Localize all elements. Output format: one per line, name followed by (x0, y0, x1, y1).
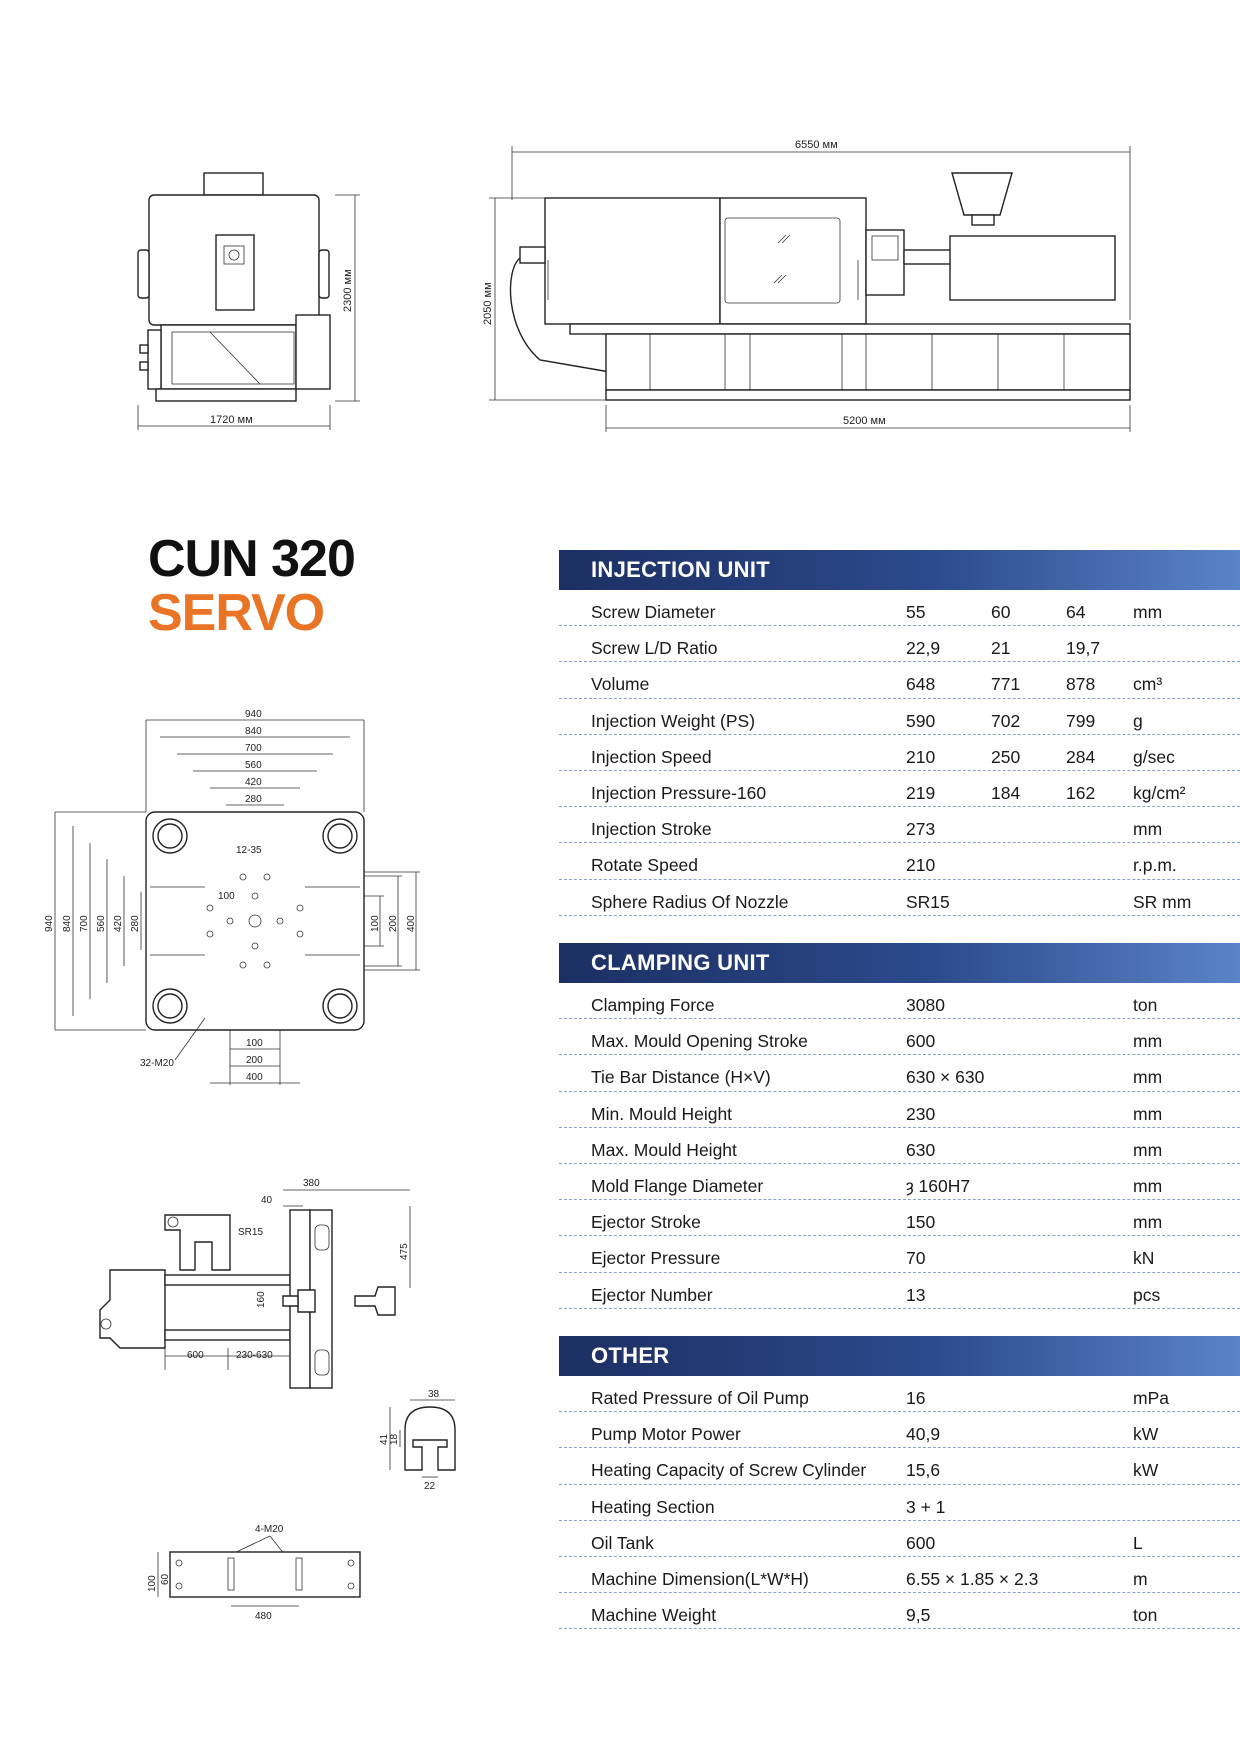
spec-name: Heating Capacity of Screw Cylinder (591, 1460, 867, 1481)
spec-value-2: 250 (991, 746, 1021, 767)
spec-row (559, 1055, 1240, 1091)
spec-name: Sphere Radius Of Nozzle (591, 891, 789, 912)
spec-row (559, 1128, 1240, 1164)
tslot-drawing (360, 1385, 560, 1535)
platen-hole-label-1: 12-35 (236, 845, 262, 856)
platen-top-dim-2: 840 (245, 726, 262, 737)
platen-right-dim-3: 400 (406, 915, 417, 932)
spec-value-1: 15,6 (906, 1460, 941, 1481)
spec-row (559, 1593, 1240, 1629)
platen-thread-label: 32-M20 (140, 1058, 174, 1069)
spec-value-1: 600 (906, 1031, 936, 1052)
spec-value-1: 210 (906, 746, 936, 767)
spec-row (559, 1376, 1240, 1412)
platen-top-dim-1: 940 (245, 709, 262, 720)
spec-value-2: 702 (991, 710, 1021, 731)
spec-row (559, 983, 1240, 1019)
spec-row (559, 1485, 1240, 1521)
spec-value-1: 70 (906, 1248, 926, 1269)
side-view-drawing (0, 0, 1240, 460)
spec-name: Max. Mould Opening Stroke (591, 1031, 808, 1052)
platen-hole-label-2: 100 (218, 891, 235, 902)
tslot-dim-22: 22 (424, 1481, 436, 1492)
spec-unit: cm³ (1133, 674, 1163, 695)
spec-value-2: 60 (991, 602, 1011, 622)
spec-name: Tie Bar Distance (H×V) (591, 1067, 771, 1088)
section-header: CLAMPING UNIT (559, 943, 1240, 983)
model-title (148, 532, 355, 640)
spec-row (559, 1164, 1240, 1200)
spec-name: Ejector Pressure (591, 1248, 721, 1269)
spec-row (559, 590, 1240, 626)
platen-left-dim-2: 840 (62, 915, 73, 932)
spec-unit: L (1133, 1532, 1143, 1553)
spec-unit: kN (1133, 1248, 1155, 1269)
platen-bottom-dim-2: 200 (246, 1055, 263, 1066)
spec-value-1: 22,9 (906, 638, 941, 659)
ejector-dim-4m20: 4-M20 (255, 1524, 284, 1535)
platen-bottom-dim-1: 100 (246, 1038, 263, 1049)
spec-unit: kg/cm² (1133, 782, 1186, 803)
spec-value-1: 219 (906, 782, 936, 803)
platen-left-dim-6: 280 (130, 915, 141, 932)
platen-bottom-dim-3: 400 (246, 1072, 263, 1083)
model-variant: SERVO (148, 584, 325, 642)
spec-unit: mm (1133, 1175, 1163, 1196)
spec-value-1: 630 × 630 (906, 1067, 985, 1088)
spec-name: Machine Dimension(L*W*H) (591, 1568, 809, 1589)
nozzle-dim-475: 475 (399, 1243, 410, 1260)
spec-row (559, 771, 1240, 807)
spec-value-1: 40,9 (906, 1424, 941, 1445)
spec-name: Machine Weight (591, 1605, 717, 1626)
spec-rows (559, 983, 1240, 1309)
spec-value-1: 9,5 (906, 1605, 931, 1626)
spec-value-1: 3 + 1 (906, 1496, 946, 1517)
spec-unit: kW (1133, 1460, 1159, 1481)
spec-unit: mm (1133, 1031, 1163, 1052)
spec-unit: pcs (1133, 1284, 1161, 1305)
spec-value-1: 210 (906, 855, 936, 876)
platen-left-dim-1: 940 (44, 915, 55, 932)
section-clamping-unit (559, 943, 1240, 1309)
spec-unit: r.p.m. (1133, 855, 1177, 876)
spec-unit: mPa (1133, 1388, 1169, 1408)
spec-unit: mm (1133, 819, 1163, 840)
spec-unit: mm (1133, 602, 1163, 622)
spec-value-3: 64 (1066, 602, 1086, 622)
spec-name: Rotate Speed (591, 855, 699, 876)
spec-name: Clamping Force (591, 995, 715, 1015)
platen-left-dim-4: 560 (96, 915, 107, 932)
section-header: INJECTION UNIT (559, 550, 1240, 590)
spec-rows (559, 1376, 1240, 1629)
spec-unit: g (1133, 710, 1143, 731)
spec-value-1: 13 (906, 1284, 926, 1305)
spec-value-1: 648 (906, 674, 936, 695)
spec-unit: mm (1133, 1139, 1163, 1160)
ejector-dim-480: 480 (255, 1611, 272, 1622)
spec-value-1: SR15 (906, 891, 950, 912)
spec-name: Injection Speed (591, 746, 712, 767)
spec-value-3: 162 (1066, 782, 1096, 803)
spec-unit: g/sec (1133, 746, 1175, 767)
nozzle-drawing (0, 1170, 460, 1410)
platen-top-dim-6: 280 (245, 794, 262, 805)
spec-name: Volume (591, 674, 650, 695)
ejector-dim-60: 60 (160, 1573, 171, 1585)
spec-value-1: 55 (906, 602, 926, 622)
nozzle-dim-40: 40 (261, 1195, 273, 1206)
spec-unit: mm (1133, 1103, 1163, 1124)
spec-unit: m (1133, 1568, 1148, 1589)
platen-drawing (0, 700, 460, 1160)
platen-left-dim-5: 420 (113, 915, 124, 932)
spec-name: Injection Pressure-160 (591, 782, 767, 803)
spec-value-1: 230 (906, 1103, 936, 1124)
spec-value-2: 21 (991, 638, 1011, 659)
spec-value-1: 16 (906, 1388, 926, 1408)
spec-name: Injection Weight (PS) (591, 710, 756, 731)
spec-unit: ton (1133, 995, 1158, 1015)
spec-name: Ejector Stroke (591, 1212, 701, 1233)
spec-value-3: 19,7 (1066, 638, 1101, 659)
spec-name: Max. Mould Height (591, 1139, 737, 1160)
spec-unit: ton (1133, 1605, 1158, 1626)
spec-value-2: 771 (991, 674, 1021, 695)
front-width-label: 1720 мм (210, 414, 253, 426)
spec-name: Heating Section (591, 1496, 715, 1517)
nozzle-dim-160: 160 (256, 1291, 267, 1308)
spec-name: Screw L/D Ratio (591, 638, 718, 659)
spec-row (559, 626, 1240, 662)
spec-row (559, 880, 1240, 916)
section-injection-unit (559, 550, 1240, 916)
spec-unit: SR mm (1133, 891, 1192, 912)
tslot-dim-38: 38 (428, 1389, 440, 1400)
spec-row (559, 699, 1240, 735)
spec-value-1: 3080 (906, 995, 945, 1015)
spec-row (559, 807, 1240, 843)
spec-unit: mm (1133, 1067, 1163, 1088)
spec-name: Rated Pressure of Oil Pump (591, 1388, 809, 1408)
nozzle-dim-230-630: 230-630 (236, 1350, 273, 1361)
model-name: CUN 320 (148, 530, 355, 588)
spec-value-1: 590 (906, 710, 936, 731)
spec-row (559, 1557, 1240, 1593)
platen-left-dim-3: 700 (79, 915, 90, 932)
spec-name: Mold Flange Diameter (591, 1175, 764, 1196)
ejector-dim-100: 100 (147, 1575, 158, 1592)
spec-row (559, 1019, 1240, 1055)
spec-row (559, 1521, 1240, 1557)
spec-row (559, 735, 1240, 771)
section-other (559, 1336, 1240, 1629)
spec-unit: mm (1133, 1212, 1163, 1233)
spec-value-1: 600 (906, 1532, 936, 1553)
spec-value-1: ȝ 160H7 (906, 1175, 971, 1196)
spec-row (559, 662, 1240, 698)
spec-value-3: 284 (1066, 746, 1096, 767)
spec-name: Screw Diameter (591, 602, 716, 622)
nozzle-dim-380: 380 (303, 1178, 320, 1189)
platen-top-dim-5: 420 (245, 777, 262, 788)
spec-value-1: 273 (906, 819, 936, 840)
spec-value-3: 878 (1066, 674, 1096, 695)
spec-value-1: 150 (906, 1212, 936, 1233)
spec-name: Injection Stroke (591, 819, 712, 840)
ejector-plate-drawing (130, 1510, 390, 1660)
spec-value-1: 630 (906, 1139, 936, 1160)
tslot-dim-41: 41 (379, 1433, 390, 1445)
section-header: OTHER (559, 1336, 1240, 1376)
platen-right-dim-1: 100 (370, 915, 381, 932)
side-height-label: 2050 мм (482, 282, 494, 325)
platen-top-dim-4: 560 (245, 760, 262, 771)
side-base-label: 5200 мм (843, 415, 886, 427)
spec-row (559, 1092, 1240, 1128)
spec-value-3: 799 (1066, 710, 1096, 731)
spec-row (559, 1412, 1240, 1448)
spec-name: Min. Mould Height (591, 1103, 733, 1124)
spec-row (559, 1448, 1240, 1484)
tslot-dim-18: 18 (389, 1433, 400, 1445)
nozzle-dim-600: 600 (187, 1350, 204, 1361)
spec-unit: kW (1133, 1424, 1159, 1445)
spec-row (559, 1273, 1240, 1309)
spec-value-2: 184 (991, 782, 1021, 803)
spec-row (559, 1200, 1240, 1236)
nozzle-dim-sr15: SR15 (238, 1227, 264, 1238)
spec-row (559, 1236, 1240, 1272)
spec-rows (559, 590, 1240, 916)
spec-name: Ejector Number (591, 1284, 713, 1305)
spec-row (559, 843, 1240, 879)
platen-right-dim-2: 200 (388, 915, 399, 932)
spec-name: Oil Tank (591, 1532, 654, 1553)
front-height-label: 2300 мм (342, 269, 354, 312)
spec-value-1: 6.55 × 1.85 × 2.3 (906, 1568, 1039, 1589)
platen-top-dim-3: 700 (245, 743, 262, 754)
side-length-label: 6550 мм (795, 139, 838, 151)
spec-name: Pump Motor Power (591, 1424, 741, 1445)
